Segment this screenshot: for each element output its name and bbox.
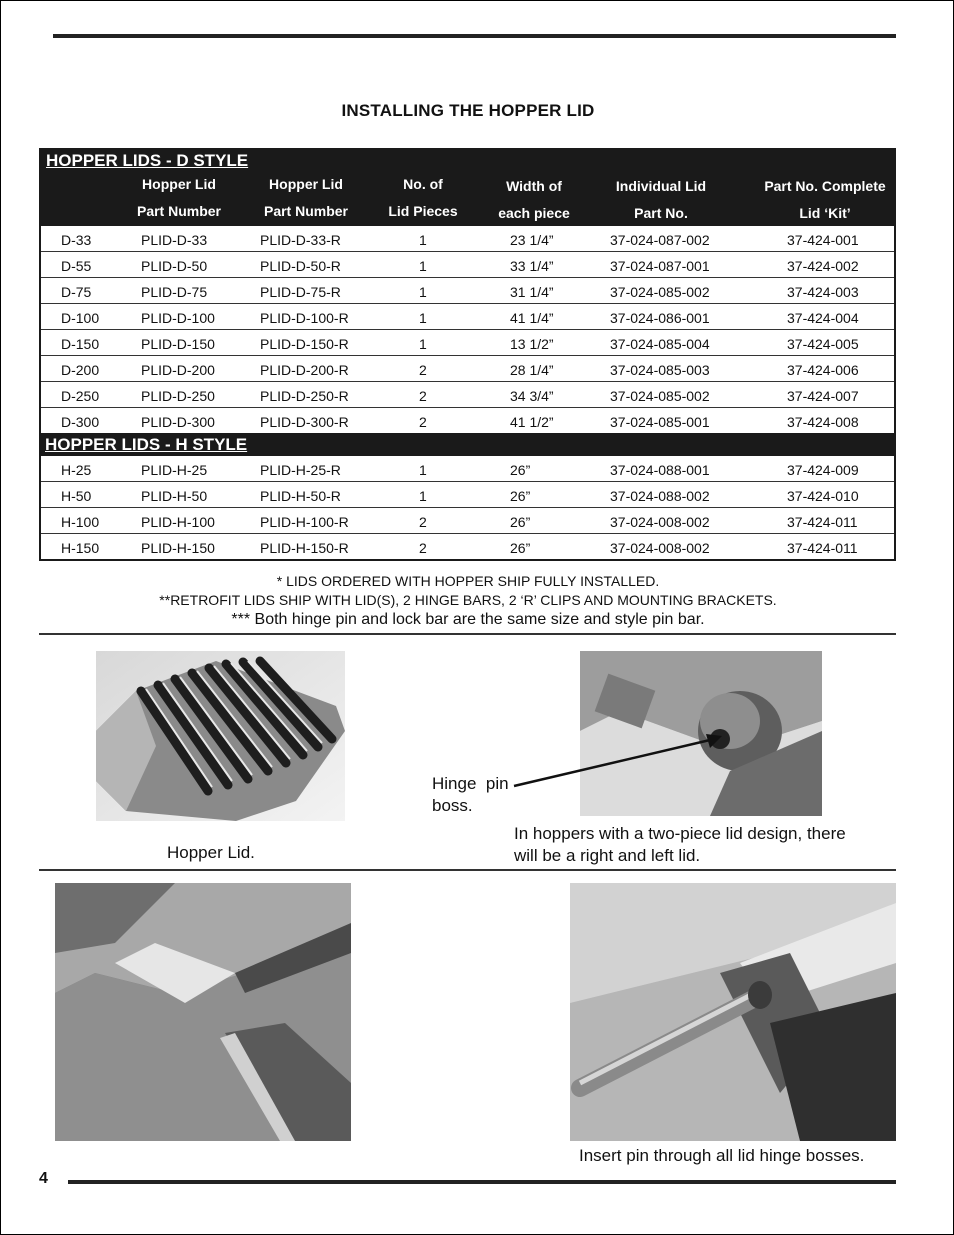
hopper-lid-r-cell: PLID-D-300-R	[260, 414, 349, 430]
page-title: INSTALLING THE HOPPER LID	[341, 101, 595, 120]
width-cell: 28 1/4”	[510, 362, 554, 378]
note-installed: * LIDS ORDERED WITH HOPPER SHIP FULLY INSTALLED.	[276, 573, 660, 589]
table-row	[41, 251, 894, 277]
model-cell: H-100	[61, 514, 100, 530]
d-style-heading: HOPPER LIDS - D STYLE	[41, 150, 894, 171]
hopper-lid-r-cell: PLID-H-100-R	[260, 514, 349, 530]
h-style-rows	[41, 456, 894, 559]
hopper-lid-cell: PLID-D-250	[141, 388, 215, 404]
width-cell: 33 1/4”	[510, 258, 554, 274]
hopper-lid-cell: PLID-D-200	[141, 362, 215, 378]
individual-lid-cell: 37-024-008-002	[610, 540, 710, 556]
width-cell: 13 1/2”	[510, 336, 554, 352]
hopper-lids-table	[39, 148, 896, 561]
individual-lid-cell: 37-024-008-002	[610, 514, 710, 530]
table-row	[41, 329, 894, 355]
lid-hinge-closeup-photo	[55, 883, 351, 1141]
table-row	[41, 507, 894, 533]
model-cell: H-25	[61, 462, 92, 478]
kit-cell: 37-424-002	[787, 258, 859, 274]
caption-insert-pin: Insert pin through all lid hinge bosses.	[579, 1146, 865, 1165]
hopper-lid-cell: PLID-H-150	[141, 540, 215, 556]
kit-cell: 37-424-004	[787, 310, 859, 326]
individual-lid-cell: 37-024-085-003	[610, 362, 710, 378]
d-style-rows	[41, 226, 894, 433]
individual-lid-cell: 37-024-088-002	[610, 488, 710, 504]
model-cell: D-150	[61, 336, 100, 352]
hopper-lid-r-cell: PLID-H-150-R	[260, 540, 349, 556]
hopper-lid-photo	[96, 651, 345, 821]
kit-cell: 37-424-011	[787, 540, 858, 556]
lid-pieces-cell: 1	[419, 462, 427, 478]
lid-pieces-cell: 2	[419, 540, 427, 556]
hopper-lid-r-cell: PLID-D-33-R	[260, 232, 341, 248]
hopper-lid-cell: PLID-H-100	[141, 514, 215, 530]
bottom-rule	[68, 1180, 896, 1184]
lid-pieces-cell: 1	[419, 336, 427, 352]
hopper-lid-r-cell: PLID-D-250-R	[260, 388, 349, 404]
model-cell: D-250	[61, 388, 100, 404]
width-cell: 41 1/4”	[510, 310, 554, 326]
hopper-lid-r-cell: PLID-D-75-R	[260, 284, 341, 300]
caption-hopper-lid: Hopper Lid.	[167, 843, 255, 862]
note-pin-bar: *** Both hinge pin and lock bar are the same size and style pin bar.	[231, 611, 705, 628]
col-hopper-lid-2: Hopper Lid Part Number	[263, 176, 349, 219]
individual-lid-cell: 37-024-086-001	[610, 310, 710, 326]
width-cell: 31 1/4”	[510, 284, 554, 300]
lid-pieces-cell: 1	[419, 284, 427, 300]
top-rule	[53, 34, 896, 38]
hopper-lid-cell: PLID-H-50	[141, 488, 208, 504]
kit-cell: 37-424-005	[787, 336, 859, 352]
lid-pieces-cell: 1	[419, 258, 427, 274]
hopper-lid-r-cell: PLID-D-200-R	[260, 362, 349, 378]
hinge-pointer-arrow	[510, 728, 730, 792]
hopper-lid-r-cell: PLID-D-50-R	[260, 258, 341, 274]
hopper-lid-cell: PLID-D-75	[141, 284, 208, 300]
table-row	[41, 456, 894, 481]
note-retrofit: **RETROFIT LIDS SHIP WITH LID(S), 2 HINGE BARS, 2 ‘R’ CLIPS AND MOUNTING BRACKETS.	[159, 592, 777, 608]
lid-pieces-cell: 2	[419, 414, 427, 430]
kit-cell: 37-424-011	[787, 514, 858, 530]
hopper-lid-r-cell: PLID-D-150-R	[260, 336, 349, 352]
individual-lid-cell: 37-024-087-002	[610, 232, 710, 248]
section-divider	[39, 633, 896, 635]
kit-cell: 37-424-009	[787, 462, 859, 478]
individual-lid-cell: 37-024-085-002	[610, 284, 710, 300]
width-cell: 26”	[510, 540, 531, 556]
model-cell: D-33	[61, 232, 92, 248]
width-cell: 26”	[510, 488, 531, 504]
lid-pieces-cell: 2	[419, 388, 427, 404]
kit-cell: 37-424-006	[787, 362, 859, 378]
lid-pieces-cell: 1	[419, 232, 427, 248]
model-cell: D-75	[61, 284, 92, 300]
table-row	[41, 277, 894, 303]
col-individual-lid: Individual Lid Part No.	[615, 178, 707, 221]
kit-cell: 37-424-001	[787, 232, 859, 248]
col-complete-kit: Part No. Complete Lid ‘Kit’	[764, 178, 886, 221]
individual-lid-cell: 37-024-087-001	[610, 258, 710, 274]
table-row	[41, 481, 894, 507]
model-cell: D-55	[61, 258, 92, 274]
model-cell: H-150	[61, 540, 100, 556]
hopper-lid-r-cell: PLID-D-100-R	[260, 310, 349, 326]
width-cell: 34 3/4”	[510, 388, 554, 404]
model-cell: D-100	[61, 310, 100, 326]
hopper-lid-cell: PLID-D-50	[141, 258, 208, 274]
individual-lid-cell: 37-024-085-002	[610, 388, 710, 404]
lid-pieces-cell: 2	[419, 362, 427, 378]
caption-two-piece-lid: In hoppers with a two-piece lid design, there will be a right and left lid.	[514, 824, 846, 865]
page-number: 4	[39, 1170, 48, 1187]
hopper-lid-r-cell: PLID-H-50-R	[260, 488, 341, 504]
model-cell: H-50	[61, 488, 92, 504]
caption-hinge-pin-boss: Hinge pin boss.	[432, 774, 509, 815]
insert-pin-photo	[570, 883, 896, 1141]
kit-cell: 37-424-003	[787, 284, 859, 300]
table-notes	[0, 572, 936, 629]
table-row	[41, 407, 894, 433]
lid-pieces-cell: 1	[419, 488, 427, 504]
table-header	[41, 171, 894, 226]
hopper-lid-cell: PLID-D-33	[141, 232, 208, 248]
hopper-lid-cell: PLID-D-300	[141, 414, 215, 430]
col-no-of-lid-pieces: No. of Lid Pieces	[388, 176, 458, 219]
model-cell: D-200	[61, 362, 100, 378]
table-row	[41, 381, 894, 407]
width-cell: 41 1/2”	[510, 414, 554, 430]
col-hopper-lid-1: Hopper Lid Part Number	[136, 176, 222, 219]
model-cell: D-300	[61, 414, 100, 430]
width-cell: 26”	[510, 462, 531, 478]
individual-lid-cell: 37-024-085-004	[610, 336, 710, 352]
kit-cell: 37-424-007	[787, 388, 859, 404]
col-width-each-piece: Width of each piece	[498, 178, 570, 221]
h-style-heading: HOPPER LIDS - H STYLE	[41, 433, 894, 456]
hopper-lid-cell: PLID-H-25	[141, 462, 208, 478]
hopper-lid-cell: PLID-D-150	[141, 336, 215, 352]
hopper-lid-r-cell: PLID-H-25-R	[260, 462, 341, 478]
table-row	[41, 226, 894, 251]
width-cell: 23 1/4”	[510, 232, 554, 248]
kit-cell: 37-424-008	[787, 414, 859, 430]
table-row	[41, 303, 894, 329]
table-row	[41, 355, 894, 381]
individual-lid-cell: 37-024-088-001	[610, 462, 710, 478]
kit-cell: 37-424-010	[787, 488, 859, 504]
hopper-lid-cell: PLID-D-100	[141, 310, 215, 326]
table-row	[41, 533, 894, 559]
section-divider-2	[39, 869, 896, 871]
lid-pieces-cell: 1	[419, 310, 427, 326]
individual-lid-cell: 37-024-085-001	[610, 414, 710, 430]
lid-pieces-cell: 2	[419, 514, 427, 530]
width-cell: 26”	[510, 514, 531, 530]
